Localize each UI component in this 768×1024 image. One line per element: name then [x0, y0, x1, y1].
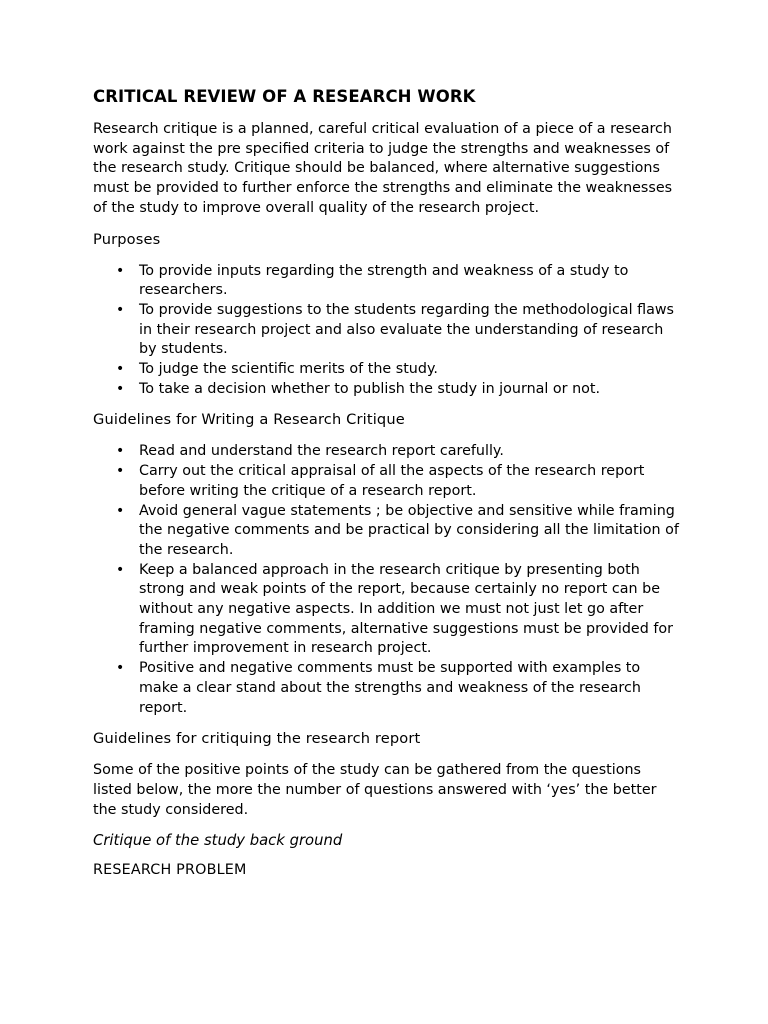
list-item: [93, 262, 683, 301]
list-item: [93, 360, 683, 380]
document-page: [93, 86, 683, 880]
list-item-text: To provide suggestions to the students regarding the methodological flaws in their research project and also evaluate the understanding of research by students.: [139, 301, 674, 358]
guidelines-writing-list: [93, 442, 683, 718]
list-item-text: To provide inputs regarding the strength and weakness of a study to researchers.: [139, 262, 629, 299]
guidelines-critiquing-heading: Guidelines for critiquing the research report: [93, 730, 421, 748]
list-item: [93, 561, 683, 660]
list-item: [93, 462, 683, 501]
bullet-icon: •: [116, 561, 125, 578]
intro-paragraph: Research critique is a planned, careful critical evaluation of a piece of a research work against the pre specified criteria to judge the strengths and weaknesses of the research study. Critique should be balanced, where alternative suggestions must be provided to further enforce the strengths and eliminate the weaknesses of the study to improve overall quality of the research project.: [93, 121, 673, 216]
study-background-heading: Critique of the study back ground: [93, 832, 343, 850]
bullet-icon: •: [116, 301, 125, 318]
bullet-icon: •: [116, 463, 125, 480]
list-item-text: To take a decision whether to publish the study in journal or not.: [139, 380, 601, 397]
list-item-text: Read and understand the research report carefully.: [139, 443, 504, 460]
bullet-icon: •: [116, 262, 125, 279]
bullet-icon: •: [116, 502, 125, 519]
list-item-text: Keep a balanced approach in the research critique by presenting both strong and weak points of the report, because certainly no report can be without any negative aspects. In addition we must not just let go after framing negative comments, alternative suggestions must be provided for further improvement in research project.: [139, 561, 674, 657]
guidelines-writing-heading: Guidelines for Writing a Research Critique: [93, 411, 405, 429]
list-item: [93, 442, 683, 462]
bullet-icon: •: [116, 660, 125, 677]
list-item-text: To judge the scientific merits of the study.: [139, 361, 438, 378]
guidelines-critiquing-paragraph: Some of the positive points of the study can be gathered from the questions listed below, the more the number of questions answered with ‘yes’ the better the study considered.: [93, 762, 657, 818]
list-item: [93, 380, 683, 400]
bullet-icon: •: [116, 380, 125, 397]
list-item: [93, 502, 683, 561]
list-item: [93, 659, 683, 718]
purposes-list: [93, 262, 683, 400]
bullet-icon: •: [116, 443, 125, 460]
research-problem-heading: RESEARCH PROBLEM: [93, 862, 247, 879]
list-item-text: Carry out the critical appraisal of all the aspects of the research report before writing the critique of a research report.: [139, 463, 645, 499]
list-item: [93, 301, 683, 360]
document-title: CRITICAL REVIEW OF A RESEARCH WORK: [93, 87, 476, 106]
list-item-text: Avoid general vague statements ; be objective and sensitive while framing the negative comments and be practical by considering all the limitation of the research.: [139, 502, 679, 558]
purposes-heading: Purposes: [93, 230, 161, 248]
bullet-icon: •: [116, 361, 125, 378]
list-item-text: Positive and negative comments must be supported with examples to make a clear stand about the strengths and weakness of the research report.: [139, 660, 641, 716]
